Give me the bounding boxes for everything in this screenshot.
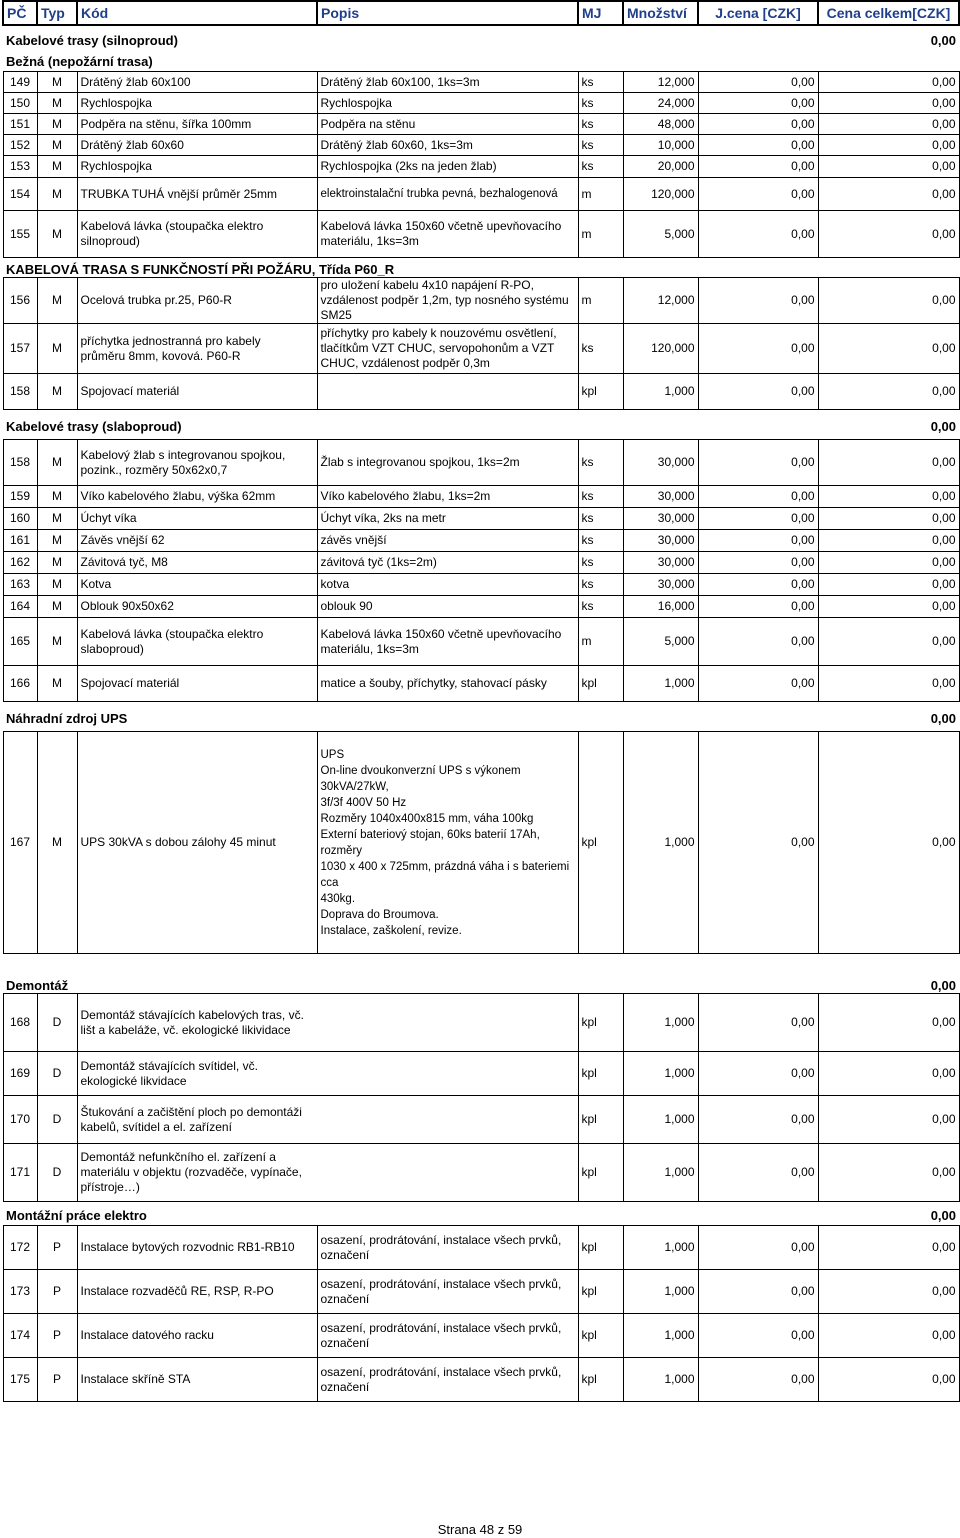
cell-pc: 174: [3, 1314, 37, 1358]
cell-cc: 0,00: [818, 440, 959, 486]
cell-cc: 0,00: [818, 1314, 959, 1358]
table-row: [3, 156, 959, 178]
subsection-row: [3, 51, 959, 72]
budget-table: [2, 0, 960, 1402]
cell-kod: Instalace datového racku: [77, 1314, 317, 1358]
cell-mj: ks: [578, 440, 623, 486]
cell-kod: Instalace skříně STA: [77, 1358, 317, 1402]
header-jcena: J.cena [CZK]: [698, 1, 818, 25]
cell-kod: Spojovací materiál: [77, 666, 317, 702]
table-row: [3, 732, 959, 954]
table-row: [3, 508, 959, 530]
cell-kod: Spojovací materiál: [77, 374, 317, 410]
budget-page: [2, 0, 958, 1402]
table-row: [3, 135, 959, 156]
cell-typ: D: [37, 1144, 77, 1202]
cell-jc: 0,00: [698, 1096, 818, 1144]
cell-pc: 170: [3, 1096, 37, 1144]
cell-kod: Závěs vnější 62: [77, 530, 317, 552]
cell-typ: M: [37, 574, 77, 596]
cell-pc: 155: [3, 211, 37, 258]
cell-mj: ks: [578, 135, 623, 156]
cell-pc: 162: [3, 552, 37, 574]
cell-typ: D: [37, 994, 77, 1052]
cell-kod: Drátěný žlab 60x100: [77, 72, 317, 93]
cell-popis: oblouk 90: [317, 596, 578, 618]
section-title: KABELOVÁ TRASA S FUNKČNOSTÍ PŘI POŽÁRU, Třída P60_R: [6, 262, 395, 277]
cell-jc: 0,00: [698, 211, 818, 258]
cell-typ: M: [37, 552, 77, 574]
cell-cc: 0,00: [818, 596, 959, 618]
section-row: [3, 25, 959, 51]
section-row: [3, 702, 959, 732]
table-row: [3, 93, 959, 114]
cell-kod: Instalace rozvaděčů RE, RSP, R-PO: [77, 1270, 317, 1314]
cell-qty: 1,000: [623, 374, 698, 410]
cell-typ: M: [37, 324, 77, 374]
cell-typ: M: [37, 508, 77, 530]
cell-popis: UPS On-line dvoukonverzní UPS s výkonem 30kVA/27kW, 3f/3f 400V 50 Hz Rozměry 1040x400x815 mm, váha 100kg Externí bateriový stojan, 60ks baterií 17Ah, rozměry 1030 x 400 x 725mm, prázdná váha i s bateriemi cca 430kg. Doprava do Broumova. Instalace, zaškolení, revize.: [317, 732, 578, 954]
cell-qty: 1,000: [623, 1314, 698, 1358]
cell-jc: 0,00: [698, 618, 818, 666]
header-popis: Popis: [317, 1, 578, 25]
cell-popis: Žlab s integrovanou spojkou, 1ks=2m: [317, 440, 578, 486]
cell-kod: Štukování a začištění ploch po demontáži kabelů, svítidel a el. zařízení: [77, 1096, 578, 1144]
cell-typ: P: [37, 1358, 77, 1402]
cell-qty: 16,000: [623, 596, 698, 618]
cell-jc: 0,00: [698, 72, 818, 93]
cell-kod: Rychlospojka: [77, 156, 317, 178]
cell-mj: kpl: [578, 1052, 623, 1096]
cell-cc: 0,00: [818, 574, 959, 596]
cell-mj: ks: [578, 486, 623, 508]
cell-jc: 0,00: [698, 530, 818, 552]
cell-pc: 158: [3, 440, 37, 486]
cell-mj: kpl: [578, 994, 623, 1052]
cell-typ: P: [37, 1226, 77, 1270]
cell-cc: 0,00: [818, 1096, 959, 1144]
cell-mj: m: [578, 211, 623, 258]
cell-kod: Ocelová trubka pr.25, P60-R: [77, 278, 317, 324]
cell-jc: 0,00: [698, 1358, 818, 1402]
cell-jc: 0,00: [698, 1270, 818, 1314]
cell-pc: 152: [3, 135, 37, 156]
cell-typ: M: [37, 72, 77, 93]
table-row: [3, 324, 959, 374]
cell-jc: 0,00: [698, 156, 818, 178]
cell-qty: 12,000: [623, 72, 698, 93]
cell-kod: Podpěra na stěnu, šířka 100mm: [77, 114, 317, 135]
cell-popis: závěs vnější: [317, 530, 578, 552]
cell-pc: 165: [3, 618, 37, 666]
cell-jc: 0,00: [698, 1052, 818, 1096]
cell-popis: Víko kabelového žlabu, 1ks=2m: [317, 486, 578, 508]
section-title: Náhradní zdroj UPS: [6, 711, 128, 726]
cell-popis: Kabelová lávka 150x60 včetně upevňovacího materiálu, 1ks=3m: [317, 211, 578, 258]
cell-typ: M: [37, 211, 77, 258]
cell-cc: 0,00: [818, 156, 959, 178]
section-row: [3, 410, 959, 440]
section-total: 0,00: [930, 978, 956, 993]
cell-popis: elektroinstalační trubka pevná, bezhalogenová: [317, 178, 578, 211]
cell-qty: 30,000: [623, 574, 698, 596]
cell-qty: 1,000: [623, 1052, 698, 1096]
cell-qty: 1,000: [623, 1358, 698, 1402]
table-row: [3, 596, 959, 618]
cell-cc: 0,00: [818, 93, 959, 114]
table-row: [3, 666, 959, 702]
cell-pc: 167: [3, 732, 37, 954]
cell-mj: kpl: [578, 1144, 623, 1202]
cell-mj: ks: [578, 552, 623, 574]
cell-popis: kotva: [317, 574, 578, 596]
cell-popis: Podpěra na stěnu: [317, 114, 578, 135]
cell-popis: Drátěný žlab 60x60, 1ks=3m: [317, 135, 578, 156]
cell-mj: kpl: [578, 1226, 623, 1270]
cell-jc: 0,00: [698, 114, 818, 135]
cell-popis: osazení, prodrátování, instalace všech prvků, označení: [317, 1358, 578, 1402]
cell-typ: D: [37, 1052, 77, 1096]
cell-popis: osazení, prodrátování, instalace všech prvků, označení: [317, 1314, 578, 1358]
cell-jc: 0,00: [698, 596, 818, 618]
cell-cc: 0,00: [818, 666, 959, 702]
cell-qty: 24,000: [623, 93, 698, 114]
cell-qty: 30,000: [623, 486, 698, 508]
page-number: Strana 48 z 59: [437, 1522, 523, 1537]
header-mj: MJ: [578, 1, 623, 25]
section-row: [3, 258, 959, 278]
table-row: [3, 530, 959, 552]
table-row: [3, 114, 959, 135]
cell-typ: M: [37, 374, 77, 410]
cell-kod: Kotva: [77, 574, 317, 596]
cell-jc: 0,00: [698, 135, 818, 156]
cell-kod: Drátěný žlab 60x60: [77, 135, 317, 156]
cell-kod: Demontáž stávajících kabelových tras, vč. lišt a kabeláže, vč. ekologické likividace: [77, 994, 578, 1052]
section-total: 0,00: [930, 1208, 956, 1223]
cell-pc: 168: [3, 994, 37, 1052]
header-typ: Typ: [37, 1, 77, 25]
cell-typ: P: [37, 1270, 77, 1314]
section-total: 0,00: [930, 33, 956, 48]
cell-jc: 0,00: [698, 178, 818, 211]
cell-jc: 0,00: [698, 93, 818, 114]
cell-mj: kpl: [578, 666, 623, 702]
cell-pc: 153: [3, 156, 37, 178]
table-row: [3, 1314, 959, 1358]
section-total: 0,00: [930, 419, 956, 434]
cell-cc: 0,00: [818, 324, 959, 374]
cell-kod: TRUBKA TUHÁ vnější průměr 25mm: [77, 178, 317, 211]
cell-pc: 156: [3, 278, 37, 324]
cell-typ: M: [37, 732, 77, 954]
cell-popis: Drátěný žlab 60x100, 1ks=3m: [317, 72, 578, 93]
cell-qty: 1,000: [623, 994, 698, 1052]
cell-kod: Kabelová lávka (stoupačka elektro slaboproud): [77, 618, 317, 666]
cell-cc: 0,00: [818, 178, 959, 211]
cell-popis: Kabelová lávka 150x60 včetně upevňovacího materiálu, 1ks=3m: [317, 618, 578, 666]
cell-popis: osazení, prodrátování, instalace všech prvků, označení: [317, 1226, 578, 1270]
cell-typ: M: [37, 93, 77, 114]
cell-mj: kpl: [578, 1314, 623, 1358]
cell-qty: 1,000: [623, 1226, 698, 1270]
cell-pc: 164: [3, 596, 37, 618]
cell-mj: m: [578, 178, 623, 211]
header-kod: Kód: [77, 1, 317, 25]
cell-mj: ks: [578, 156, 623, 178]
cell-cc: 0,00: [818, 72, 959, 93]
cell-cc: 0,00: [818, 114, 959, 135]
cell-typ: M: [37, 530, 77, 552]
header-pc: PČ: [3, 1, 37, 25]
cell-popis: závitová tyč (1ks=2m): [317, 552, 578, 574]
cell-qty: 30,000: [623, 508, 698, 530]
cell-pc: 151: [3, 114, 37, 135]
cell-qty: 1,000: [623, 666, 698, 702]
cell-kod: Víko kabelového žlabu, výška 62mm: [77, 486, 317, 508]
cell-pc: 175: [3, 1358, 37, 1402]
cell-mj: ks: [578, 596, 623, 618]
cell-jc: 0,00: [698, 374, 818, 410]
cell-typ: M: [37, 486, 77, 508]
cell-qty: 10,000: [623, 135, 698, 156]
cell-qty: 20,000: [623, 156, 698, 178]
cell-popis: pro uložení kabelu 4x10 napájení R-PO, vzdálenost podpěr 1,2m, typ nosného systému SM25: [317, 278, 578, 324]
cell-pc: 160: [3, 508, 37, 530]
cell-kod: UPS 30kVA s dobou zálohy 45 minut: [77, 732, 317, 954]
header-row: [3, 1, 959, 25]
table-row: [3, 574, 959, 596]
cell-jc: 0,00: [698, 486, 818, 508]
cell-typ: M: [37, 156, 77, 178]
table-row: [3, 486, 959, 508]
cell-kod: Instalace bytových rozvodnic RB1-RB10: [77, 1226, 317, 1270]
cell-kod: Závitová tyč, M8: [77, 552, 317, 574]
cell-qty: 120,000: [623, 324, 698, 374]
table-row: [3, 1052, 959, 1096]
cell-cc: 0,00: [818, 1270, 959, 1314]
cell-pc: 158: [3, 374, 37, 410]
cell-qty: 1,000: [623, 1144, 698, 1202]
cell-mj: kpl: [578, 1096, 623, 1144]
section-title: Demontáž: [6, 978, 69, 993]
cell-qty: 12,000: [623, 278, 698, 324]
cell-mj: m: [578, 278, 623, 324]
table-row: [3, 374, 959, 410]
cell-pc: 173: [3, 1270, 37, 1314]
cell-jc: 0,00: [698, 732, 818, 954]
cell-qty: 120,000: [623, 178, 698, 211]
table-row: [3, 72, 959, 93]
header-celkem: Cena celkem[CZK]: [818, 1, 959, 25]
table-row: [3, 1144, 959, 1202]
cell-qty: 48,000: [623, 114, 698, 135]
cell-kod: příchytka jednostranná pro kabely průměru 8mm, kovová. P60-R: [77, 324, 317, 374]
cell-kod: Demontáž stávajících svítidel, vč. ekologické likvidace: [77, 1052, 578, 1096]
table-row: [3, 178, 959, 211]
cell-jc: 0,00: [698, 1144, 818, 1202]
cell-cc: 0,00: [818, 486, 959, 508]
cell-typ: M: [37, 135, 77, 156]
cell-pc: 154: [3, 178, 37, 211]
cell-pc: 149: [3, 72, 37, 93]
cell-mj: ks: [578, 114, 623, 135]
cell-jc: 0,00: [698, 324, 818, 374]
section-row: [3, 954, 959, 994]
cell-cc: 0,00: [818, 1052, 959, 1096]
cell-mj: m: [578, 618, 623, 666]
cell-mj: kpl: [578, 374, 623, 410]
cell-mj: ks: [578, 508, 623, 530]
cell-jc: 0,00: [698, 440, 818, 486]
header-mnozstvi: Množství: [623, 1, 698, 25]
cell-mj: ks: [578, 72, 623, 93]
subsection-title: Bežná (nepožární trasa): [6, 53, 153, 69]
cell-pc: 166: [3, 666, 37, 702]
cell-typ: M: [37, 440, 77, 486]
table-row: [3, 1358, 959, 1402]
cell-popis: Rychlospojka: [317, 93, 578, 114]
section-total: 0,00: [930, 711, 956, 726]
cell-pc: 150: [3, 93, 37, 114]
table-row: [3, 618, 959, 666]
cell-qty: 30,000: [623, 530, 698, 552]
cell-cc: 0,00: [818, 508, 959, 530]
table-row: [3, 1096, 959, 1144]
cell-mj: ks: [578, 530, 623, 552]
cell-cc: 0,00: [818, 211, 959, 258]
cell-qty: 5,000: [623, 618, 698, 666]
cell-mj: kpl: [578, 1270, 623, 1314]
cell-pc: 163: [3, 574, 37, 596]
cell-typ: M: [37, 114, 77, 135]
cell-cc: 0,00: [818, 618, 959, 666]
cell-qty: 1,000: [623, 1270, 698, 1314]
cell-typ: M: [37, 278, 77, 324]
cell-typ: D: [37, 1096, 77, 1144]
table-row: [3, 211, 959, 258]
cell-typ: P: [37, 1314, 77, 1358]
section-title: Kabelové trasy (silnoproud): [6, 33, 178, 48]
cell-jc: 0,00: [698, 552, 818, 574]
cell-jc: 0,00: [698, 1226, 818, 1270]
cell-cc: 0,00: [818, 994, 959, 1052]
cell-cc: 0,00: [818, 732, 959, 954]
cell-pc: 157: [3, 324, 37, 374]
cell-cc: 0,00: [818, 552, 959, 574]
cell-pc: 172: [3, 1226, 37, 1270]
cell-popis: matice a šouby, příchytky, stahovací pásky: [317, 666, 578, 702]
cell-typ: M: [37, 178, 77, 211]
cell-mj: ks: [578, 574, 623, 596]
cell-popis: Rychlospojka (2ks na jeden žlab): [317, 156, 578, 178]
table-row: [3, 1270, 959, 1314]
cell-jc: 0,00: [698, 1314, 818, 1358]
cell-cc: 0,00: [818, 1358, 959, 1402]
table-row: [3, 994, 959, 1052]
cell-cc: 0,00: [818, 1226, 959, 1270]
cell-mj: kpl: [578, 1358, 623, 1402]
cell-typ: M: [37, 666, 77, 702]
cell-jc: 0,00: [698, 278, 818, 324]
cell-qty: 5,000: [623, 211, 698, 258]
cell-pc: 171: [3, 1144, 37, 1202]
cell-cc: 0,00: [818, 135, 959, 156]
cell-kod: Kabelový žlab s integrovanou spojkou, pozink., rozměry 50x62x0,7: [77, 440, 317, 486]
cell-pc: 161: [3, 530, 37, 552]
cell-pc: 159: [3, 486, 37, 508]
cell-qty: 30,000: [623, 552, 698, 574]
section-title: Kabelové trasy (slaboproud): [6, 419, 182, 434]
cell-mj: ks: [578, 324, 623, 374]
table-row: [3, 278, 959, 324]
cell-kod: Demontáž nefunkčního el. zařízení a materiálu v objektu (rozvaděče, vypínače, přístroje…): [77, 1144, 578, 1202]
cell-mj: kpl: [578, 732, 623, 954]
cell-kod: Úchyt víka: [77, 508, 317, 530]
cell-popis: Úchyt víka, 2ks na metr: [317, 508, 578, 530]
cell-qty: 1,000: [623, 732, 698, 954]
cell-jc: 0,00: [698, 574, 818, 596]
cell-popis: osazení, prodrátování, instalace všech prvků, označení: [317, 1270, 578, 1314]
cell-jc: 0,00: [698, 994, 818, 1052]
cell-jc: 0,00: [698, 666, 818, 702]
cell-typ: M: [37, 618, 77, 666]
cell-mj: ks: [578, 93, 623, 114]
cell-kod: Oblouk 90x50x62: [77, 596, 317, 618]
cell-popis: [317, 374, 578, 410]
cell-jc: 0,00: [698, 508, 818, 530]
cell-qty: 1,000: [623, 1096, 698, 1144]
cell-cc: 0,00: [818, 278, 959, 324]
section-title: Montážní práce elektro: [6, 1208, 147, 1223]
table-row: [3, 440, 959, 486]
cell-cc: 0,00: [818, 530, 959, 552]
cell-qty: 30,000: [623, 440, 698, 486]
section-row: [3, 1202, 959, 1226]
cell-kod: Kabelová lávka (stoupačka elektro silnoproud): [77, 211, 317, 258]
table-row: [3, 552, 959, 574]
cell-cc: 0,00: [818, 1144, 959, 1202]
cell-pc: 169: [3, 1052, 37, 1096]
cell-kod: Rychlospojka: [77, 93, 317, 114]
cell-popis: příchytky pro kabely k nouzovému osvětlení, tlačítkům VZT CHUC, servopohonům a VZT CHUC, vzdálenost podpěr 0,3m: [317, 324, 578, 374]
cell-cc: 0,00: [818, 374, 959, 410]
table-row: [3, 1226, 959, 1270]
cell-typ: M: [37, 596, 77, 618]
